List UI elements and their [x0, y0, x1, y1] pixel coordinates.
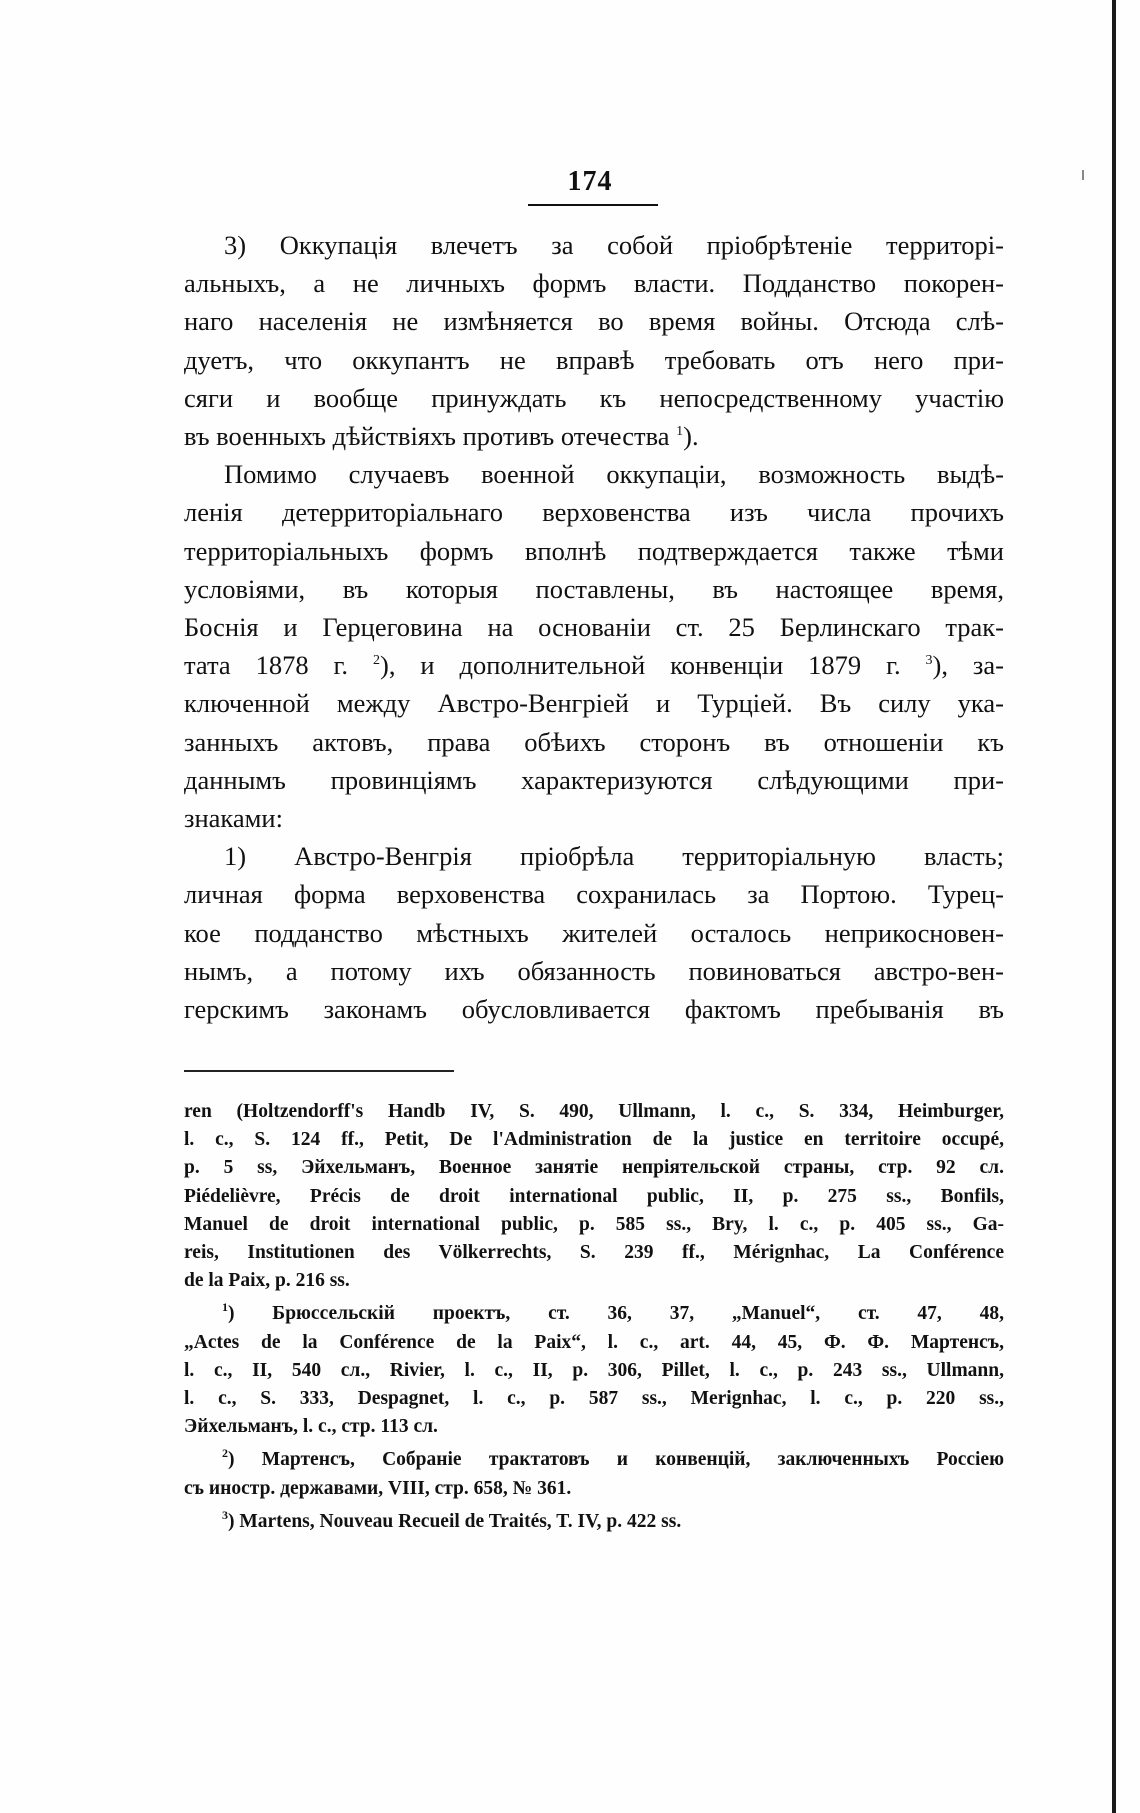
- text-line: ключенной между Австро-Венгрiей и Турцiей. Въ силу ука-: [184, 688, 1004, 719]
- text-segment: тата 1878 г.: [184, 650, 349, 681]
- footnote-line: [184, 1508, 1004, 1536]
- footnote-line: l. c., S. 124 ff., Petit, De l'Administration de la justice en territoire occupé,: [184, 1129, 1004, 1151]
- footnote-marker: 3: [222, 1507, 228, 1522]
- footnote-line: reis, Institutionen des Völkerrechts, S. 239 ff., Mérignhac, La Conférence: [184, 1242, 1004, 1264]
- footnote-line: ren (Holtzendorff's Handb IV, S. 490, Ullmann, l. c., S. 334, Heimburger,: [184, 1101, 1004, 1122]
- text-line: даннымъ провинцiямъ характеризуются слѣдующими при-: [184, 764, 1004, 795]
- text-line: герскимъ законамъ обусловливается фактомъ пребыванiя въ: [184, 994, 1004, 1025]
- text-segment: ), и дополнительной конвенцiи 1879 г.: [380, 650, 901, 681]
- footnote-line: „Actes de la Conférence de la Paix“, l. c., art. 44, 45, Ф. Ф. Мартенсъ,: [184, 1331, 1004, 1353]
- paragraph-occupation: [184, 226, 1004, 455]
- paragraph-austria-hungary: [184, 837, 1004, 1028]
- footnote-ref: 3: [925, 653, 933, 669]
- footnote-2: [184, 1446, 1004, 1502]
- page-number: 174: [567, 166, 613, 197]
- footnote-line: [184, 1300, 1004, 1328]
- text-line: 1) Австро-Венгрiя прiобрѣла территорiальную власть;: [224, 841, 1004, 872]
- footnote-line: Piédelièvre, Précis de droit international public, II, p. 275 ss., Bonfils,: [184, 1185, 1004, 1207]
- footnote-line: съ иностр. державами, VIII, стр. 658, № 361.: [184, 1477, 572, 1499]
- text-segment: ).: [683, 421, 699, 452]
- text-line: нымъ, а потому ихъ обязанность повиноваться австро-вен-: [184, 955, 1004, 986]
- footnote-line: de la Paix, p. 216 ss.: [184, 1270, 350, 1292]
- text-segment: ) Мартенсъ, Собранiе трактатовъ и конвенцiй, заключенныхъ Россiею: [228, 1449, 1004, 1471]
- text-segment: въ военныхъ дѣйствiяхъ противъ отечества: [184, 421, 670, 452]
- footnote-line: [184, 1446, 1004, 1474]
- footnote-marker: 1: [222, 1300, 228, 1315]
- text-line: Боснiя и Герцеговина на основанiи ст. 25 Берлинскаго трак-: [184, 612, 1004, 643]
- page-number-underline: [528, 204, 658, 206]
- text-line: [184, 646, 1004, 684]
- footnote-line: l. c., S. 333, Despagnet, l. c., p. 587 ss., Merignhac, l. c., p. 220 ss.,: [184, 1388, 1004, 1410]
- text-segment: ), за-: [932, 650, 1004, 681]
- main-text: [184, 226, 1004, 1028]
- footnote-line: l. c., II, 540 сл., Rivier, l. c., II, p. 306, Pillet, l. c., p. 243 ss., Ullmann,: [184, 1359, 1004, 1381]
- scan-mark: [1082, 170, 1084, 180]
- footnote-marker: 2: [222, 1446, 228, 1461]
- text-line: ленiя детерриторiальнаго верховенства изъ числа прочихъ: [184, 497, 1004, 528]
- text-line: альныхъ, а не личныхъ формъ власти. Подданство покорен-: [184, 268, 1004, 299]
- text-line: кое подданство мѣстныхъ жителей осталось неприкосновен-: [184, 917, 1004, 948]
- page-edge-line: [1112, 0, 1116, 1813]
- text-line: 3) Оккупацiя влечетъ за собой прiобрѣтенiе территорi-: [224, 230, 1004, 260]
- text-line: сяги и вообще принуждать къ непосредственному участiю: [184, 382, 1004, 413]
- paragraph-bosnia: [184, 455, 1004, 837]
- footnotes: [184, 1098, 1004, 1541]
- text-line: занныхъ актовъ, права обѣихъ сторонъ въ отношенiи къ: [184, 726, 1004, 757]
- footnote-3: [184, 1508, 1004, 1536]
- text-segment: ) Брюссельскiй проектъ, ст. 36, 37, „Manuel“, ст. 47, 48,: [228, 1303, 1004, 1325]
- footnote-separator: [184, 1070, 454, 1072]
- text-line: дуетъ, что оккупантъ не вправѣ требовать отъ него при-: [184, 344, 1004, 375]
- footnote-line: Manuel de droit international public, p. 585 ss., Bry, l. c., p. 405 ss., Ga-: [184, 1213, 1004, 1235]
- footnote-line: p. 5 ss, Эйхельманъ, Военное занятiе непрiятельской страны, стр. 92 сл.: [184, 1157, 1004, 1179]
- text-line: личная форма верховенства сохранилась за Портою. Турец-: [184, 879, 1004, 910]
- text-line: условiями, въ которыя поставлены, въ настоящее время,: [184, 573, 1004, 604]
- text-line: Помимо случаевъ военной оккупацiи, возможность выдѣ-: [224, 459, 1004, 490]
- footnote-line: Эйхельманъ, l. c., стр. 113 сл.: [184, 1416, 438, 1438]
- text-line: наго населенiя не измѣняется во время войны. Отсюда слѣ-: [184, 306, 1004, 337]
- text-segment: ) Martens, Nouveau Recueil de Traités, T. IV, p. 422 ss.: [228, 1510, 682, 1532]
- footnote-1: [184, 1300, 1004, 1441]
- text-line: территорiальныхъ формъ вполнѣ подтверждается также тѣми: [184, 535, 1004, 566]
- text-line: знаками:: [184, 803, 283, 834]
- footnote-ref: 1: [676, 424, 684, 440]
- footnote-continuation: [184, 1098, 1004, 1295]
- footnote-ref: 2: [373, 653, 381, 669]
- text-line: [184, 417, 1004, 455]
